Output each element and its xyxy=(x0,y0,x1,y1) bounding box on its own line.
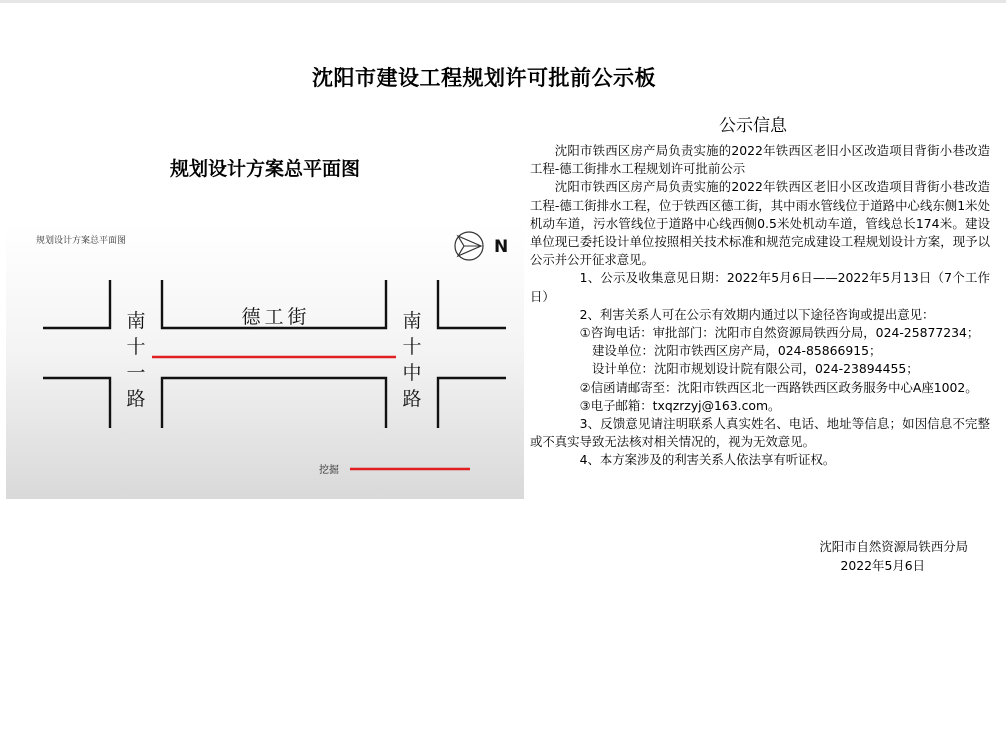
site-plan-drawing xyxy=(6,224,524,499)
info-paragraph: ③电子邮箱：txqzrzyj@163.com。 xyxy=(579,397,781,413)
signature-org: 沈阳市自然资源局铁西分局 xyxy=(819,539,968,554)
page-title: 沈阳市建设工程规划许可批前公示板 xyxy=(312,65,656,90)
info-paragraph: 沈阳市铁西区房产局负责实施的2022年铁西区老旧小区改造项目背街小巷改造工程-德工街排水工程，位于铁西区德工街，其中雨水管线位于道路中心线东侧1米处机动车道，污水管线位于道路中心线西侧0.5米处机动车道，管线总长174米。建设单位现已委托设计单位按照相关技术标准和规范完成建设工程规划设计方案，现予以公示并公开征求意见。 xyxy=(530,179,990,268)
road-label-char: 南 xyxy=(402,310,422,332)
info-paragraph: 设计单位：沈阳市规划设计院有限公司，024-23894455； xyxy=(592,361,919,377)
info-paragraph: ②信函请邮寄至：沈阳市铁西区北一西路铁西区政务服务中心A座1002。 xyxy=(579,379,978,395)
north-arrow-icon xyxy=(455,232,483,260)
info-body xyxy=(530,142,990,470)
site-plan-map xyxy=(6,224,524,499)
top-border xyxy=(0,0,1006,3)
info-paragraph: ①咨询电话：审批部门：沈阳市自然资源局铁西分局，024-25877234； xyxy=(579,325,980,341)
info-paragraph: 沈阳市铁西区房产局负责实施的2022年铁西区老旧小区改造项目背街小巷改造工程-德工街排水工程规划许可批前公示 xyxy=(530,143,990,177)
road-label-char: 一 xyxy=(126,362,146,384)
road-label-char: 十 xyxy=(126,336,146,358)
info-title: 公示信息 xyxy=(719,116,787,136)
road-label-char: 中 xyxy=(402,362,422,384)
legend-label: 挖掘 xyxy=(319,465,339,476)
road-label-char: 南 xyxy=(126,310,146,332)
road-edges xyxy=(43,280,506,428)
road-label-degong: 德工街 xyxy=(241,306,311,328)
signature-date: 2022年5月6日 xyxy=(840,558,925,573)
road-label-nanshizhong xyxy=(402,310,421,410)
info-paragraph: 3、反馈意见请注明联系人真实姓名、电话、地址等信息；如因信息不完整或不真实导致无法核对相关情况的，视为无效意见。 xyxy=(530,416,990,450)
signature-block xyxy=(760,537,980,575)
road-label-char: 路 xyxy=(402,388,422,410)
info-paragraph: 2、利害关系人可在公示有效期内通过以下途径咨询或提出意见： xyxy=(579,306,935,322)
map-caption: 规划设计方案总平面图 xyxy=(36,236,127,246)
road-label-nanshiyi xyxy=(126,310,145,410)
info-paragraph: 建设单位：沈阳市铁西区房产局，024-85866915； xyxy=(592,343,882,359)
plan-title: 规划设计方案总平面图 xyxy=(169,158,360,180)
north-label: N xyxy=(494,237,509,257)
info-paragraph: 4、本方案涉及的利害关系人依法享有听证权。 xyxy=(579,452,836,468)
info-paragraph: 1、公示及收集意见日期：2022年5月6日——2022年5月13日（7个工作日） xyxy=(530,270,990,304)
road-label-char: 十 xyxy=(402,336,422,358)
road-label-char: 路 xyxy=(126,388,146,410)
